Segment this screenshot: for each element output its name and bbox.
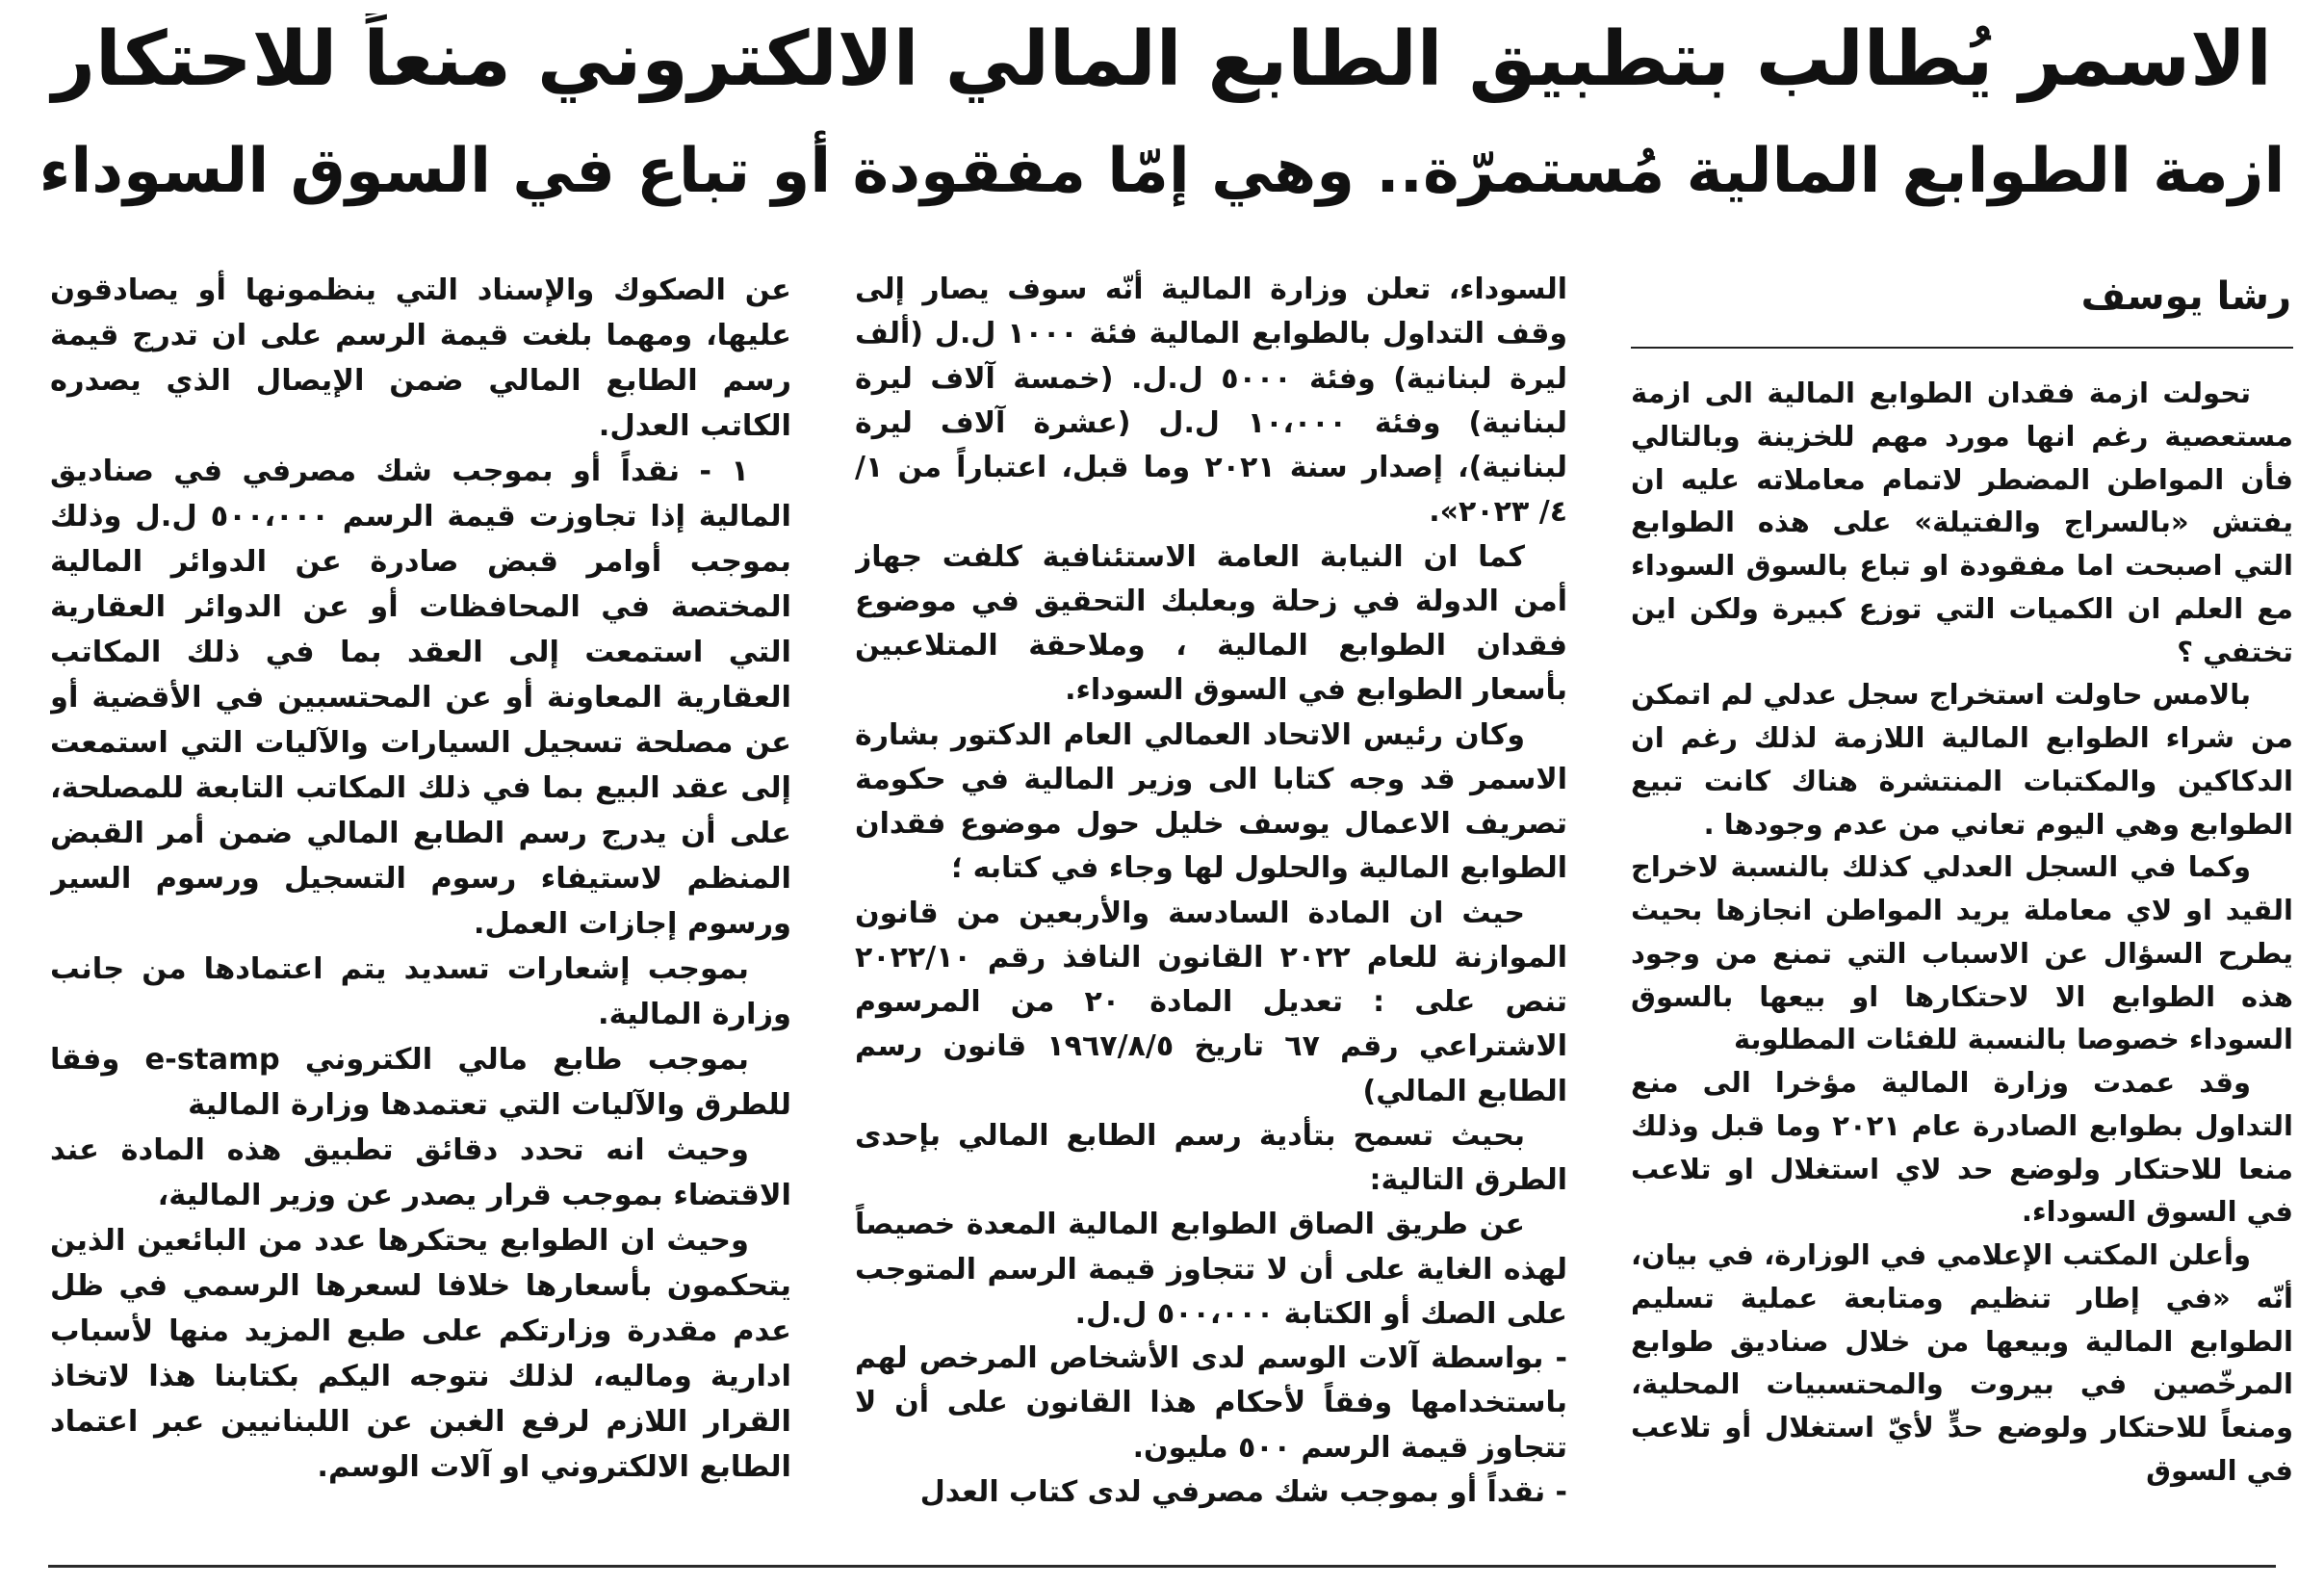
headline-line-1: الاسمر يُطالب بتطبيق الطابع المالي الالكتروني منعاً للاحتكار [52, 16, 2272, 103]
paragraph: وحيث ان الطوابع يحتكرها عدد من البائعين الذين يتحكمون بأسعارها خلافا لسعرها الرسمي في ظل عدم مقدرة وزارتكم على طبع المزيد منها لأسباب ادارية وماليه، لذلك نتوجه اليكم بكتابنا هذا لاتخاذ القرار اللازم لرفع الغبن عن اللبنانيين عبر اعتماد الطابع الالكتروني او آلات الوسم. [50, 1224, 791, 1484]
author-byline: رشا يوسف [2080, 274, 2291, 319]
article-column-3 [50, 268, 791, 1548]
paragraph: بحيث تسمح بتأدية رسم الطابع المالي بإحدى الطرق التالية: [855, 1118, 1567, 1197]
paragraph: عن الصكوك والإسناد التي ينظمونها أو يصادقون عليها، ومهما بلغت قيمة الرسم على ان تدرج قيمة رسم الطابع المالي ضمن الإيصال الذي يصدره الكاتب العدل. [50, 273, 791, 443]
paragraph: بالامس حاولت استخراج سجل عدلي لم اتمكن من شراء الطوابع المالية اللازمة لذلك رغم ان الدكاكين والمكتبات المنتشرة هناك كانت تبيع الطوابع وهي اليوم تعاني من عدم وجودها . [1631, 678, 2293, 841]
paragraph: - نقداً أو بموجب شك مصرفي لدى كتاب العدل [919, 1474, 1567, 1509]
paragraph: السوداء، تعلن وزارة المالية أنّه سوف يصار إلى وقف التداول بالطوابع المالية فئة ١٠٠٠ ل.ل (ألف ليرة لبنانية) وفئة ٥٠٠٠ ل.ل. (خمسة آلاف ليرة لبنانية) وفئة ١٠،٠٠٠ ل.ل (عشرة آلاف ليرة لبنانية)، إصدار سنة ٢٠٢١ وما قبل، اعتباراً من ١/ ٤/ ٢٠٢٣». [855, 273, 1567, 530]
paragraph: بموجب إشعارات تسديد يتم اعتمادها من جانب وزارة المالية. [50, 952, 791, 1031]
paragraph: - بواسطة آلات الوسم لدى الأشخاص المرخص لهم باستخدامها وفقاً لأحكام هذا القانون على أن لا تتجاوز قيمة الرسم ٥٠٠ مليون. [855, 1341, 1567, 1465]
paragraph: بموجب طابع مالي الكتروني e-stamp وفقا للطرق والآليات التي تعتمدها وزارة المالية [50, 1043, 791, 1122]
article-column-1 [1631, 268, 2293, 1548]
paragraph: وحيث انه تحدد دقائق تطبيق هذه المادة عند الاقتضاء بموجب قرار يصدر عن وزير المالية، [50, 1133, 791, 1212]
paragraph: حيث ان المادة السادسة والأربعين من قانون الموازنة للعام ٢٠٢٢ القانون النافذ رقم ٢٠٢٢/١٠ تنص على : تعديل المادة ٢٠ من المرسوم الاشتراعي رقم ٦٧ تاريخ ١٩٦٧/٨/٥ قانون رسم الطابع المالي) [855, 896, 1567, 1108]
headline-line-2: ازمة الطوابع المالية مُستمرّة.. وهي إمّا مفقودة أو تباع في السوق السوداء [39, 136, 2285, 207]
paragraph: ١ - نقداً أو بموجب شك مصرفي في صناديق المالية إذا تجاوزت قيمة الرسم ٥٠٠،٠٠٠ ل.ل وذلك بموجب أوامر قبض صادرة عن الدوائر المالية المختصة في المحافظات أو عن الدوائر العقارية التي استمعت إلى العقد بما في ذلك المكاتب العقارية المعاونة أو عن المحتسبين في الأقضية أو عن مصلحة تسجيل السيارات والآليات التي استمعت إلى عقد البيع بما في ذلك المكاتب التابعة للمصلحة، على أن يدرج رسم الطابع المالي ضمن أمر القبض المنظم لاستيفاء رسوم التسجيل ورسوم السير ورسوم إجازات العمل. [50, 455, 791, 941]
paragraph: عن طريق الصاق الطوابع المالية المعدة خصيصاً لهذه الغاية على أن لا تتجاوز قيمة الرسم المتوجب على الصك أو الكتابة ٥٠٠،٠٠٠ ل.ل. [855, 1208, 1567, 1331]
paragraph: وأعلن المكتب الإعلامي في الوزارة، في بيان، أنّه «في إطار تنظيم ومتابعة عملية تسليم الطوابع المالية وبيعها من خلال صناديق طوابع المرخّصين في بيروت والمحتسبيات المحلية، ومنعاً للاحتكار ولوضع حدٍّ لأيّ استغلال أو تلاعب في السوق [1631, 1238, 2293, 1487]
footer-divider [48, 1565, 2276, 1568]
paragraph: كما ان النيابة العامة الاستئنافية كلفت جهاز أمن الدولة في زحلة وبعلبك التحقيق في موضوع فقدان الطوابع المالية ، وملاحقة المتلاعبين بأسعار الطوابع في السوق السوداء. [855, 539, 1567, 708]
paragraph: وقد عمدت وزارة المالية مؤخرا الى منع التداول بطوابع الصادرة عام ٢٠٢١ وما قبل وذلك منعا للاحتكار ولوضع حد لاي استغلال او تلاعب في السوق السوداء. [1631, 1066, 2293, 1229]
paragraph: وكان رئيس الاتحاد العمالي العام الدكتور بشارة الاسمر قد وجه كتابا الى وزير المالية في حكومة تصريف الاعمال يوسف خليل حول موضوع فقدان الطوابع المالية والحلول لها وجاء في كتابه ؛ [855, 717, 1567, 886]
paragraph: تحولت ازمة فقدان الطوابع المالية الى ازمة مستعصية رغم انها مورد مهم للخزينة وبالتالي فأن المواطن المضطر لاتمام معاملاته عليه ان يفتش «بالسراج والفتيلة» على هذه الطوابع التي اصبحت اما مفقودة او تباع بالسوق السوداء مع العلم ان الكميات التي توزع كبيرة ولكن اين تختفي ؟ [1631, 377, 2293, 668]
byline-divider [1631, 347, 2293, 349]
article-column-2 [855, 268, 1567, 1548]
paragraph: وكما في السجل العدلي كذلك بالنسبة لاخراج القيد او لاي معاملة يريد المواطن انجازها بحيث يطرح السؤال عن الاسباب التي تمنع من وجود هذه الطوابع الا لاحتكارها او بيعها بالسوق السوداء خصوصا بالنسبة للفئات المطلوبة [1631, 850, 2293, 1056]
